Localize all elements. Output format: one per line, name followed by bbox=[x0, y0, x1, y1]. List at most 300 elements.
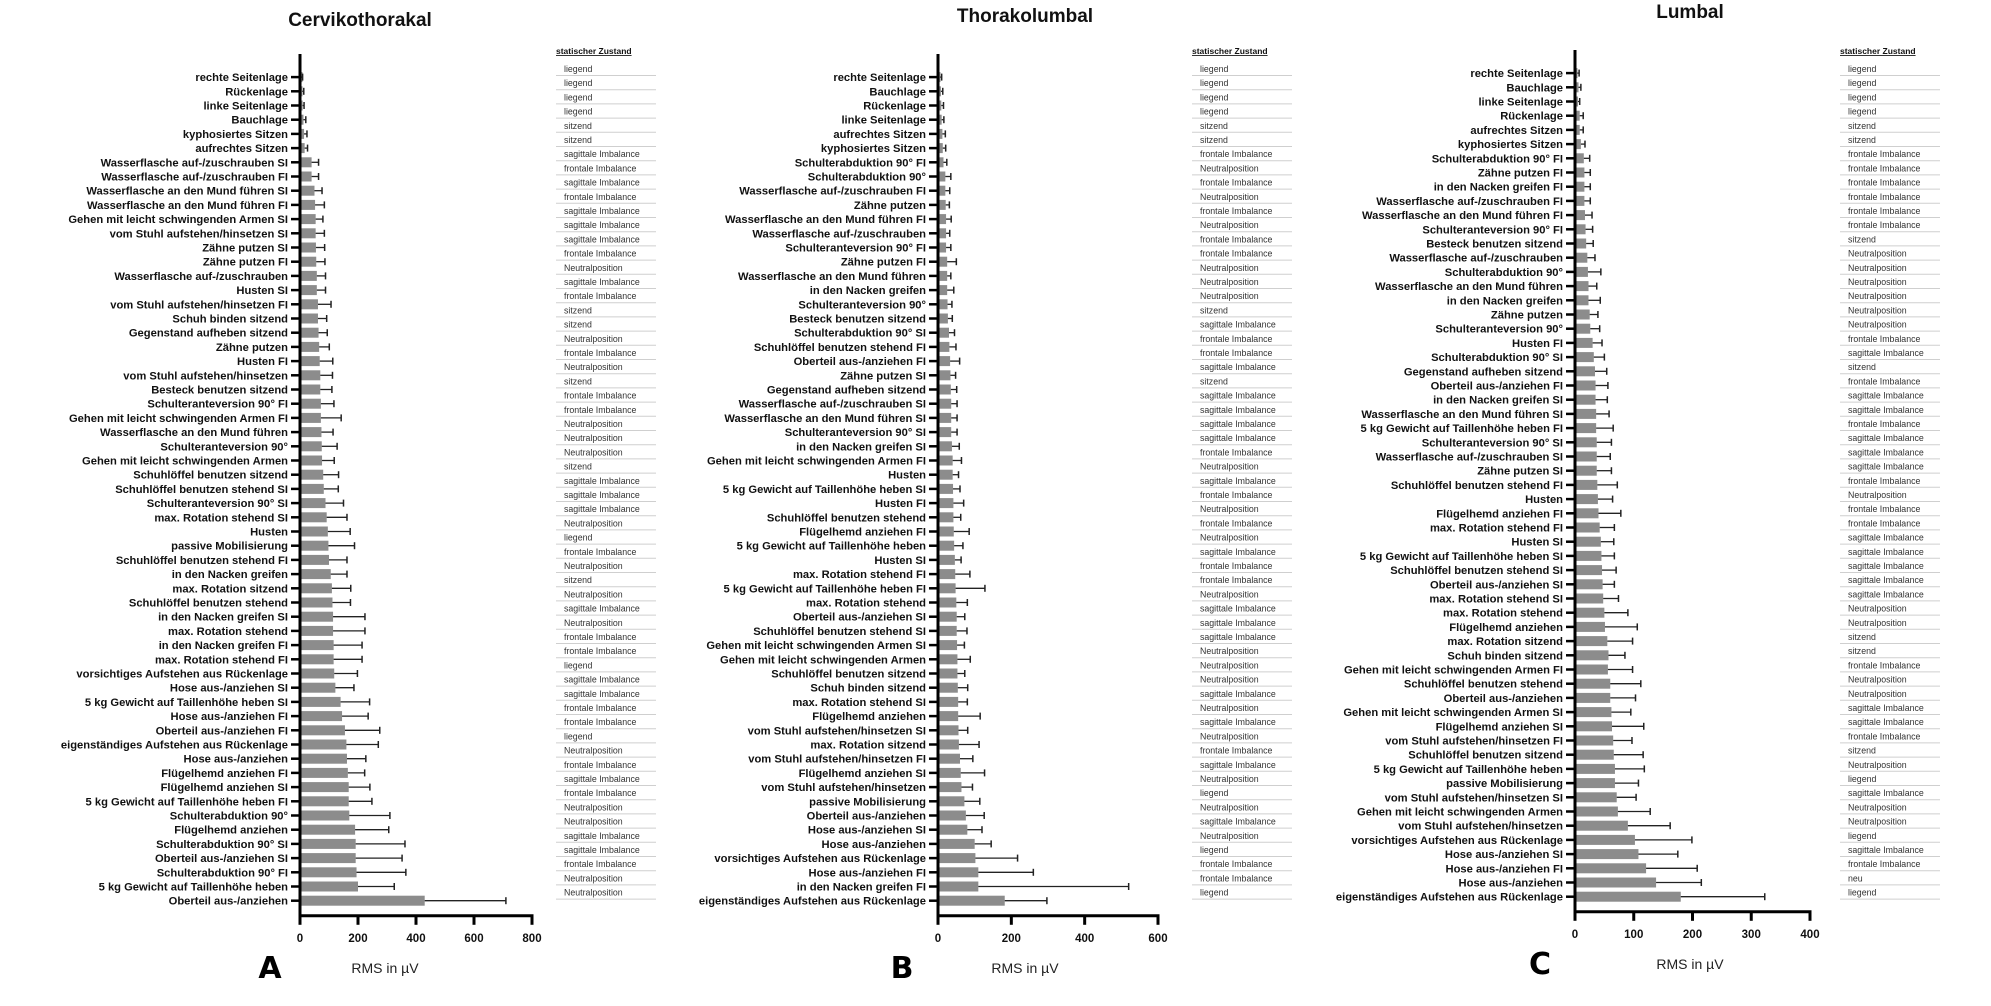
bar bbox=[302, 498, 326, 508]
bar bbox=[302, 186, 315, 196]
bar bbox=[1577, 594, 1604, 604]
bar bbox=[1577, 579, 1603, 589]
bar bbox=[1577, 650, 1609, 660]
bar-row bbox=[147, 399, 334, 411]
bar-row bbox=[1446, 863, 1698, 875]
x-tick-label: 400 bbox=[406, 932, 426, 945]
bar bbox=[1577, 125, 1580, 135]
bar bbox=[1577, 878, 1657, 888]
bar-row bbox=[725, 214, 951, 226]
status-cell: Neutralposition bbox=[1200, 262, 1259, 273]
bar bbox=[940, 484, 954, 494]
bar bbox=[302, 271, 317, 281]
category-label: Wasserflasche an den Mund führen bbox=[100, 427, 288, 440]
bar bbox=[1577, 452, 1597, 462]
status-cell: sagittale Imbalance bbox=[1848, 532, 1924, 543]
category-label: Schuhlöffel benutzen stehend bbox=[766, 512, 926, 525]
category-label: kyphosiertes Sitzen bbox=[1457, 139, 1563, 152]
status-cell: Neutralposition bbox=[564, 262, 623, 273]
bar bbox=[1577, 324, 1591, 334]
bar-row bbox=[1470, 125, 1583, 137]
bar-row bbox=[1385, 736, 1632, 748]
status-cell: liegend bbox=[1200, 92, 1229, 103]
bar bbox=[940, 470, 953, 480]
category-label: Bauchlage bbox=[1506, 82, 1563, 95]
bar bbox=[1577, 849, 1639, 859]
category-label: eigenständiges Aufstehen aus Rückenlage bbox=[1335, 891, 1563, 904]
bar-row bbox=[147, 498, 344, 510]
status-cell: liegend bbox=[564, 532, 593, 543]
category-label: Bauchlage bbox=[231, 114, 288, 127]
bar bbox=[302, 711, 343, 721]
bar-row bbox=[216, 342, 329, 354]
status-cell: Neutralposition bbox=[564, 589, 623, 600]
bar-row bbox=[1385, 792, 1637, 804]
bar bbox=[940, 782, 962, 792]
bar-row bbox=[1362, 210, 1592, 222]
category-label: aufrechtes Sitzen bbox=[195, 143, 288, 156]
bar bbox=[302, 370, 321, 380]
bar bbox=[1577, 693, 1611, 703]
category-label: Schulteranteversion 90° bbox=[160, 441, 288, 454]
bar-row bbox=[61, 740, 378, 752]
status-cell: frontale Imbalance bbox=[564, 859, 637, 870]
bar-row bbox=[1477, 466, 1611, 478]
category-label: Schulteranteversion 90° bbox=[1435, 323, 1563, 336]
bar-row bbox=[738, 271, 951, 283]
status-cell: liegend bbox=[564, 78, 593, 89]
status-cell: sagittale Imbalance bbox=[1200, 816, 1276, 827]
bar-row bbox=[115, 484, 338, 496]
category-label: Husten FI bbox=[1512, 337, 1563, 350]
bar bbox=[302, 796, 349, 806]
category-label: max. Rotation stehend FI bbox=[1429, 522, 1563, 535]
status-cell: Neutralposition bbox=[1848, 277, 1907, 287]
status-cell: frontale Imbalance bbox=[1200, 206, 1273, 216]
bar-row bbox=[160, 441, 337, 453]
bar-row bbox=[1357, 807, 1650, 819]
bar-row bbox=[795, 157, 947, 169]
category-label: Hose aus-/anziehen bbox=[183, 753, 288, 766]
status-cell: sagittale Imbalance bbox=[1200, 717, 1276, 728]
category-label: 5 kg Gewicht auf Taillenhöhe heben FI bbox=[723, 583, 926, 596]
status-cell: Neutralposition bbox=[1848, 319, 1907, 330]
status-header: statischer Zustand bbox=[556, 46, 632, 56]
bar bbox=[940, 299, 948, 309]
bar bbox=[1577, 281, 1589, 291]
bar-row bbox=[114, 271, 325, 283]
bar-row bbox=[792, 697, 967, 709]
bar-row bbox=[1351, 835, 1692, 847]
status-cell: Neutralposition bbox=[564, 873, 623, 884]
bar bbox=[302, 328, 319, 338]
status-cell: sagittale Imbalance bbox=[1200, 419, 1276, 429]
category-label: Zähne putzen SI bbox=[202, 242, 288, 255]
bar bbox=[940, 498, 954, 508]
status-cell: frontale Imbalance bbox=[564, 703, 637, 713]
bar-row bbox=[129, 328, 327, 340]
status-cell: Neutralposition bbox=[1200, 461, 1259, 472]
category-label: Gehen mit leicht schwingenden Armen SI bbox=[1343, 707, 1563, 720]
status-cell: Neutralposition bbox=[564, 433, 623, 444]
bar-row bbox=[1404, 679, 1641, 691]
category-label: Besteck benutzen sitzend bbox=[1426, 238, 1563, 251]
status-cell: liegend bbox=[1848, 92, 1877, 103]
category-label: Oberteil aus-/anziehen FI bbox=[1430, 380, 1563, 393]
status-cell: sitzend bbox=[564, 575, 592, 586]
category-label: Hose aus-/anziehen SI bbox=[1444, 849, 1563, 862]
category-label: 5 kg Gewicht auf Taillenhöhe heben bbox=[736, 540, 926, 553]
bar bbox=[302, 427, 322, 437]
status-cell: sagittale Imbalance bbox=[564, 830, 640, 841]
status-cell: sagittale Imbalance bbox=[1848, 348, 1924, 358]
bar-row bbox=[1446, 778, 1638, 790]
status-cell: Neutralposition bbox=[564, 745, 623, 756]
bar-row bbox=[116, 555, 347, 567]
bar-row bbox=[798, 299, 952, 311]
status-cell: Neutralposition bbox=[1848, 688, 1907, 699]
bar-row bbox=[1344, 665, 1633, 677]
bar-row bbox=[231, 115, 305, 127]
bar-row bbox=[87, 200, 324, 212]
bar bbox=[940, 186, 946, 196]
bar bbox=[940, 697, 959, 707]
bar bbox=[302, 654, 334, 664]
bar-row bbox=[170, 811, 390, 823]
status-cell: Neutralposition bbox=[1200, 504, 1259, 515]
bar bbox=[940, 271, 948, 281]
category-label: Schuhlöffel benutzen stehend SI bbox=[753, 625, 926, 638]
category-label: Hose aus-/anziehen FI bbox=[170, 711, 288, 724]
bar-row bbox=[1426, 239, 1593, 251]
category-label: Oberteil aus-/anziehen bbox=[168, 895, 288, 908]
bar bbox=[1577, 97, 1578, 107]
status-cell: Neutralposition bbox=[564, 518, 623, 529]
bar-row bbox=[154, 512, 347, 524]
bar-row bbox=[767, 385, 957, 397]
bar-row bbox=[1449, 622, 1637, 634]
category-label: Schulterabduktion 90° FI bbox=[794, 157, 926, 170]
bar bbox=[1577, 139, 1581, 149]
status-cell: Neutralposition bbox=[1848, 816, 1907, 827]
category-label: vom Stuhl aufstehen/hinsetzen FI bbox=[748, 753, 926, 766]
status-cell: Neutralposition bbox=[1200, 532, 1259, 543]
bar-row bbox=[1436, 721, 1644, 733]
status-cell: liegend bbox=[1200, 845, 1229, 855]
bar-row bbox=[1470, 68, 1579, 80]
status-cell: Neutralposition bbox=[1200, 220, 1259, 231]
bar bbox=[940, 115, 942, 125]
bar-row bbox=[156, 725, 380, 737]
bar-row bbox=[169, 896, 506, 908]
category-label: 5 kg Gewicht auf Taillenhöhe heben SI bbox=[722, 483, 926, 496]
bar-row bbox=[785, 427, 957, 439]
bar bbox=[940, 356, 951, 366]
category-label: Schulteranteversion 90° SI bbox=[1421, 437, 1563, 450]
category-label: max. Rotation stehend SI bbox=[154, 512, 288, 525]
status-cell: frontale Imbalance bbox=[1848, 220, 1921, 231]
bar-row bbox=[225, 86, 304, 98]
bar-row bbox=[754, 342, 956, 354]
bar bbox=[302, 882, 359, 892]
category-label: Schuhlöffel benutzen sitzend bbox=[133, 469, 288, 482]
category-label: Schuh binden sitzend bbox=[810, 682, 926, 695]
bar bbox=[940, 342, 950, 352]
status-cell: sagittale Imbalance bbox=[1200, 404, 1276, 415]
category-label: Schulteranteversion 90° FI bbox=[1422, 224, 1563, 237]
bar bbox=[940, 200, 946, 210]
status-cell: liegend bbox=[564, 92, 593, 103]
category-label: Flügelhemd anziehen bbox=[812, 711, 926, 724]
category-label: Wasserflasche an den Mund führen bbox=[1375, 281, 1563, 294]
bar-row bbox=[1458, 139, 1585, 151]
status-cell: sitzend bbox=[564, 319, 592, 330]
status-cell: sagittale Imbalance bbox=[1848, 546, 1924, 557]
category-label: in den Nacken greifen FI bbox=[1433, 181, 1563, 194]
status-cell: Neutralposition bbox=[1848, 305, 1907, 316]
status-cell: sagittale Imbalance bbox=[1848, 589, 1924, 600]
bar bbox=[1577, 381, 1596, 391]
category-label: Oberteil aus-/anziehen bbox=[806, 810, 926, 823]
category-label: vom Stuhl aufstehen/hinsetzen SI bbox=[747, 725, 926, 738]
status-cell: sitzend bbox=[564, 376, 592, 387]
status-cell: sagittale Imbalance bbox=[564, 845, 640, 855]
x-tick-label: 400 bbox=[1075, 932, 1095, 945]
bar-row bbox=[854, 200, 949, 212]
bar bbox=[1577, 750, 1614, 760]
x-tick-label: 400 bbox=[1800, 928, 1820, 941]
bar-row bbox=[158, 612, 365, 624]
category-label: Schulteranteversion 90° FI bbox=[785, 242, 926, 255]
status-cell: frontale Imbalance bbox=[1848, 177, 1921, 188]
category-label: max. Rotation stehend bbox=[1443, 607, 1563, 620]
category-label: kyphosiertes Sitzen bbox=[182, 128, 288, 141]
bar bbox=[1577, 835, 1635, 845]
category-label: Schuhlöffel benutzen stehend SI bbox=[115, 483, 288, 496]
status-cell: sagittale Imbalance bbox=[564, 504, 640, 515]
status-cell: frontale Imbalance bbox=[1200, 518, 1273, 529]
status-cell: sagittale Imbalance bbox=[564, 475, 640, 486]
bar bbox=[302, 101, 303, 111]
status-cell: Neutralposition bbox=[564, 802, 623, 813]
panel-letter: A bbox=[258, 950, 282, 986]
bar bbox=[302, 228, 316, 238]
category-label: Bauchlage bbox=[869, 86, 926, 99]
category-label: Schulteranteversion 90° SI bbox=[784, 427, 926, 440]
category-label: Zähne putzen bbox=[215, 341, 288, 354]
category-label: Gegenstand aufheben sitzend bbox=[1403, 366, 1563, 379]
bar-row bbox=[151, 385, 332, 397]
bar bbox=[1577, 679, 1611, 689]
status-cell: sagittale Imbalance bbox=[564, 206, 640, 216]
bar-row bbox=[1343, 707, 1630, 719]
bar-row bbox=[1433, 395, 1607, 407]
bar bbox=[940, 896, 1005, 906]
bar bbox=[1577, 295, 1589, 305]
bar-row bbox=[752, 228, 949, 240]
bar bbox=[1577, 764, 1615, 774]
category-label: vom Stuhl aufstehen/hinsetzen bbox=[761, 782, 926, 795]
bar-row bbox=[86, 186, 322, 198]
category-label: aufrechtes Sitzen bbox=[1470, 124, 1563, 137]
bar-row bbox=[1389, 253, 1595, 265]
status-cell: Neutralposition bbox=[1848, 490, 1907, 500]
bar-row bbox=[1429, 594, 1618, 606]
category-label: Hose aus-/anziehen bbox=[821, 838, 926, 851]
category-label: Gegenstand aufheben sitzend bbox=[128, 327, 288, 340]
bar-row bbox=[1443, 608, 1628, 620]
bar bbox=[940, 740, 959, 750]
category-label: max. Rotation sitzend bbox=[1447, 636, 1563, 649]
category-label: eigenständiges Aufstehen aus Rückenlage bbox=[698, 895, 926, 908]
status-cell: frontale Imbalance bbox=[1848, 419, 1921, 429]
status-cell: sitzend bbox=[564, 461, 592, 472]
bar bbox=[302, 257, 317, 267]
status-cell: sagittale Imbalance bbox=[1848, 845, 1924, 855]
status-cell: sitzend bbox=[1848, 632, 1876, 642]
status-cell: frontale Imbalance bbox=[1200, 490, 1273, 500]
bar-row bbox=[1432, 153, 1590, 165]
category-label: max. Rotation stehend bbox=[168, 625, 288, 638]
bar-row bbox=[174, 825, 389, 837]
bar-row bbox=[724, 583, 985, 595]
status-cell: Neutralposition bbox=[1848, 759, 1907, 770]
status-cell: Neutralposition bbox=[1200, 589, 1259, 600]
bar bbox=[302, 285, 317, 295]
bar bbox=[302, 456, 323, 466]
status-cell: sagittale Imbalance bbox=[1200, 319, 1276, 330]
status-cell: frontale Imbalance bbox=[564, 632, 637, 642]
bar-row bbox=[737, 541, 963, 553]
status-cell: liegend bbox=[1848, 106, 1877, 117]
status-cell: frontale Imbalance bbox=[1200, 859, 1273, 870]
bar bbox=[940, 101, 942, 111]
bar bbox=[940, 583, 956, 593]
category-label: in den Nacken greifen FI bbox=[796, 881, 926, 894]
status-cell: frontale Imbalance bbox=[1200, 177, 1273, 188]
status-cell: sitzend bbox=[1200, 376, 1228, 387]
status-cell: sagittale Imbalance bbox=[564, 674, 640, 685]
bar bbox=[302, 541, 329, 551]
bar bbox=[302, 512, 327, 522]
bar-row bbox=[82, 456, 334, 468]
bar-row bbox=[1478, 168, 1590, 180]
bar bbox=[1577, 480, 1598, 490]
bar bbox=[940, 825, 968, 835]
bar-row bbox=[888, 470, 958, 482]
category-label: aufrechtes Sitzen bbox=[833, 128, 926, 141]
bar-row bbox=[172, 583, 350, 595]
category-label: passive Mobilisierung bbox=[171, 540, 288, 553]
bar-row bbox=[809, 867, 1034, 879]
bar bbox=[940, 370, 951, 380]
status-cell: Neutralposition bbox=[564, 887, 623, 898]
status-cell: sagittale Imbalance bbox=[1848, 788, 1924, 799]
status-cell: sagittale Imbalance bbox=[564, 688, 640, 699]
category-label: Zähne putzen SI bbox=[840, 370, 926, 383]
bar bbox=[302, 896, 425, 906]
status-cell: sitzend bbox=[1848, 234, 1876, 245]
status-cell: sagittale Imbalance bbox=[1200, 688, 1276, 699]
x-tick-label: 200 bbox=[1682, 928, 1703, 941]
status-cell: sitzend bbox=[1848, 646, 1876, 657]
status-cell: Neutralposition bbox=[564, 362, 623, 373]
category-label: Wasserflasche auf-/zuschrauben SI bbox=[1375, 451, 1563, 464]
bar bbox=[940, 669, 958, 679]
bar-row bbox=[724, 413, 957, 425]
bar bbox=[1577, 310, 1590, 320]
bar bbox=[1577, 82, 1579, 92]
category-label: Wasserflasche an den Mund führen bbox=[738, 270, 926, 283]
category-label: Flügelhemd anziehen FI bbox=[1436, 508, 1563, 521]
bar bbox=[940, 129, 943, 139]
category-label: Besteck benutzen sitzend bbox=[151, 384, 288, 397]
status-cell: sagittale Imbalance bbox=[564, 277, 640, 287]
bar-row bbox=[799, 527, 969, 539]
bar-row bbox=[863, 101, 943, 113]
category-label: vom Stuhl aufstehen/hinsetzen bbox=[1398, 820, 1563, 833]
bar-row bbox=[1361, 409, 1609, 421]
bar-row bbox=[237, 356, 333, 368]
status-cell: Neutralposition bbox=[1200, 277, 1259, 287]
status-cell: sagittale Imbalance bbox=[1200, 546, 1276, 557]
bar-row bbox=[1390, 565, 1616, 577]
status-cell: Neutralposition bbox=[564, 816, 623, 827]
bar bbox=[940, 86, 941, 96]
category-label: Flügelhemd anziehen SI bbox=[160, 782, 288, 795]
bar bbox=[940, 413, 952, 423]
status-cell: frontale Imbalance bbox=[1848, 731, 1921, 742]
bar-row bbox=[155, 853, 402, 865]
category-label: Schuh binden sitzend bbox=[1447, 650, 1563, 663]
category-label: in den Nacken greifen bbox=[171, 569, 288, 582]
status-cell: Neutralposition bbox=[1200, 291, 1259, 302]
category-label: passive Mobilisierung bbox=[809, 796, 926, 809]
bar bbox=[1577, 409, 1597, 419]
category-label: linke Seitenlage bbox=[1478, 96, 1563, 109]
bar bbox=[940, 456, 953, 466]
panel-thorakolumbal bbox=[640, 0, 1320, 1006]
category-label: Gehen mit leicht schwingenden Armen bbox=[82, 455, 288, 468]
status-cell: liegend bbox=[564, 731, 593, 742]
category-label: Hose aus-/anziehen SI bbox=[169, 682, 288, 695]
bar-row bbox=[822, 839, 992, 851]
status-cell: Neutralposition bbox=[1200, 660, 1259, 671]
status-cell: frontale Imbalance bbox=[564, 788, 637, 799]
bar-row bbox=[172, 314, 326, 326]
bar bbox=[1577, 622, 1605, 632]
status-cell: Neutralposition bbox=[1200, 191, 1259, 202]
status-cell: liegend bbox=[1848, 78, 1877, 89]
status-cell: Neutralposition bbox=[1848, 603, 1907, 614]
bar-row bbox=[1512, 338, 1602, 350]
bar bbox=[1577, 707, 1612, 717]
bar-row bbox=[739, 186, 949, 198]
status-cell: frontale Imbalance bbox=[564, 163, 637, 174]
status-cell: sitzend bbox=[1200, 305, 1228, 316]
bar bbox=[940, 285, 948, 295]
category-label: rechte Seitenlage bbox=[833, 72, 926, 85]
bar bbox=[1577, 267, 1588, 277]
status-cell: frontale Imbalance bbox=[1848, 660, 1921, 671]
bar bbox=[1577, 153, 1584, 163]
category-label: Wasserflasche an den Mund führen FI bbox=[87, 199, 288, 212]
bar bbox=[1577, 508, 1599, 518]
status-cell: sagittale Imbalance bbox=[1848, 447, 1924, 458]
bar bbox=[302, 853, 356, 863]
status-cell: frontale Imbalance bbox=[564, 717, 637, 728]
bar bbox=[940, 527, 954, 537]
